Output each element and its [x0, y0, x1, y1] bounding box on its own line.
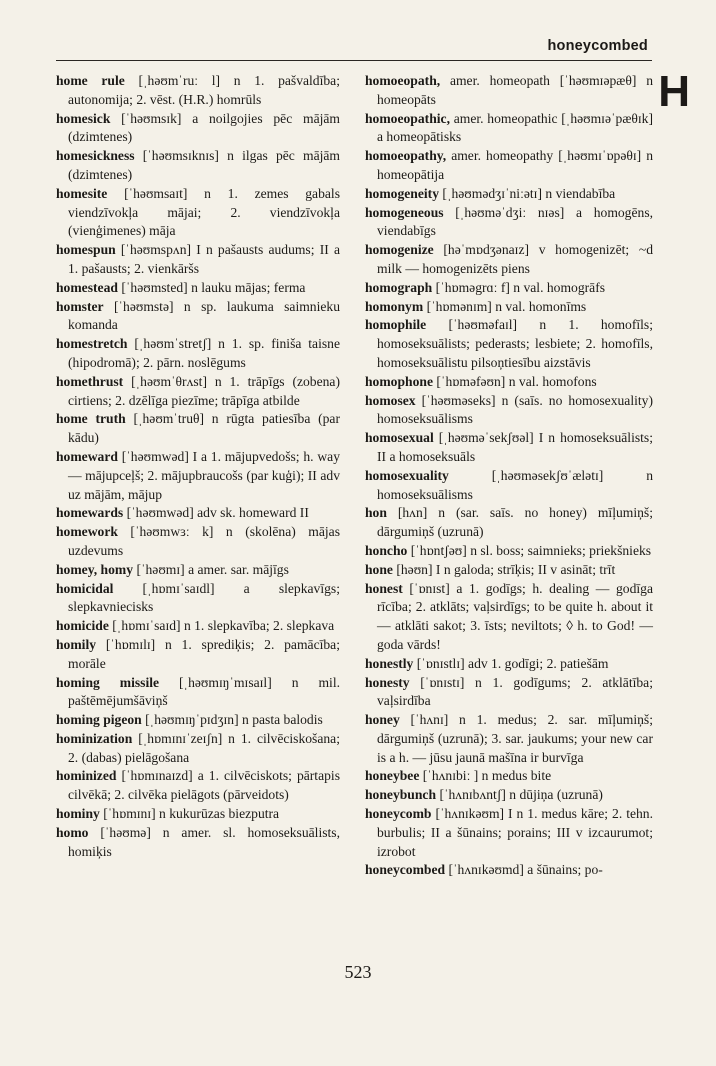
header-rule	[56, 60, 652, 61]
entry-headword: homogeneous	[365, 204, 444, 220]
dictionary-entry	[56, 448, 340, 504]
entry-headword: honey	[365, 712, 400, 728]
entry-definition: [ˌhɒmɪˈsaɪd] n 1. slepkavība; 2. slepkava	[112, 618, 335, 634]
entry-headword: honestly	[365, 655, 414, 671]
dictionary-entry	[56, 110, 340, 148]
entry-definition: [ˌhəʊmɪŋˈpɪdʒɪn] n pasta balodis	[145, 712, 323, 728]
entry-headword: homey, homy	[56, 561, 134, 577]
entry-headword: homework	[56, 524, 118, 540]
dictionary-entry	[56, 674, 340, 712]
dictionary-entry	[365, 279, 653, 298]
entry-definition: [ˌhəʊmədʒɪˈniːətɪ] n viendabība	[442, 185, 616, 201]
dictionary-entry	[56, 147, 340, 185]
dictionary-entry	[56, 373, 340, 411]
entry-definition: [ˌhəʊmɪŋˈmɪsaɪl] n mil. paštēmējumšāviņš	[68, 674, 340, 709]
entry-headword: homo	[56, 824, 89, 840]
entry-headword: homograph	[365, 279, 433, 295]
dictionary-entry	[365, 392, 653, 430]
entry-headword: honesty	[365, 674, 410, 690]
entry-headword: homicide	[56, 618, 109, 634]
entry-definition: [ˈhʌnɪbʌntʃ] n dūjiņa (uzrunā)	[439, 787, 603, 803]
dictionary-entry	[56, 523, 340, 561]
entry-headword: hon	[365, 505, 387, 521]
dictionary-entry	[365, 805, 653, 861]
entry-headword: hominized	[56, 768, 117, 784]
left-column	[56, 72, 340, 861]
entry-definition: [ˈhɒmɪlɪ] n 1. sprediķis; 2. pamācība; morāle	[68, 636, 340, 671]
entry-headword: homonym	[365, 298, 424, 314]
entry-headword: honcho	[365, 542, 408, 558]
entry-headword: homosex	[365, 392, 416, 408]
dictionary-entry	[56, 298, 340, 336]
entry-definition: [ˈhɒmɪnaɪzd] a 1. cilvēciskots; pārtapis cilvēkā; 2. cilvēka pielāgots (pārveidots)	[68, 768, 340, 803]
entry-headword: honest	[365, 580, 403, 596]
dictionary-entry	[56, 711, 340, 730]
entry-definition: amer. homeopathic [ˌhəʊmɪəˈpæθɪk] a homeopātisks	[377, 110, 653, 145]
entry-headword: honeycomb	[365, 806, 432, 822]
entry-definition: [ˈɒnɪstɪ] n 1. godīgums; 2. atklātība; vaļsirdība	[377, 674, 653, 709]
entry-headword: homoeopathy,	[365, 148, 447, 164]
dictionary-entry	[365, 786, 653, 805]
entry-definition: [ˌhəʊməˈsekʃʊəl] I n homoseksuālists; II a homoseksuāls	[377, 430, 653, 464]
dictionary-entry	[56, 617, 340, 636]
entry-definition: [ˈhəʊmsɪknɪs] n ilgas pēc mājām (dzimtenes)	[68, 148, 340, 182]
entry-definition: [ˌhɒmɪˈsaɪdl] a slepkavīgs; slepkavniecisks	[68, 580, 340, 615]
entry-definition: [ˈhəʊmspʌn] I n pašausts audums; II a 1. pašausts; 2. vienkāršs	[68, 242, 340, 276]
dictionary-entry	[365, 711, 653, 767]
entry-headword: homing pigeon	[56, 712, 142, 728]
entry-definition: [ˈhəʊmsaɪt] n 1. zemes gabals viendzīvokļa mājai; 2. viendzīvokļa (vienģimenes) māja	[68, 185, 340, 239]
dictionary-entry	[56, 335, 340, 373]
dictionary-entry	[365, 204, 653, 242]
dictionary-entry	[56, 580, 340, 618]
entry-headword: homesickness	[56, 148, 135, 164]
entry-definition: [ˌhəʊmˈθrʌst] n 1. trāpīgs (zobena) cirtiens; 2. dzēlīga piezīme; trāpīga atbilde	[68, 373, 340, 408]
entry-definition: [ˌhəʊmˈruː l] n 1. pašvaldība; autonomija; 2. vēst. (H.R.) homrūls	[68, 73, 340, 107]
dictionary-entry	[365, 72, 653, 110]
entry-definition: [ˌhəʊmˈtruθ] n rūgta patiesība (par kādu)	[68, 411, 340, 446]
entry-definition: [ˈhʌnɪbiː ] n medus bite	[422, 768, 552, 784]
dictionary-entry	[365, 185, 653, 204]
entry-headword: homethrust	[56, 373, 124, 389]
entry-headword: homeward	[56, 448, 118, 464]
entry-headword: homily	[56, 636, 97, 652]
dictionary-entry	[365, 767, 653, 786]
entry-definition: [ˈɒnɪst] a 1. godīgs; h. dealing — godīga rīcība; 2. atklāts; vaļsirdīgs; to be quite h. about it — atklāti sakot; 3. īsts; neviltots; ◊ h. to God! — goda vārds!	[377, 580, 653, 652]
entry-headword: homewards	[56, 505, 124, 521]
dictionary-entry	[56, 824, 340, 862]
entry-definition: [həˈmɒdʒənaɪz] v homogenizēt; ~d milk — homogenizēts piens	[377, 242, 653, 276]
entry-definition: [ˌhɒmɪnɪˈzeɪʃn] n 1. cilvēciskošana; 2. (dabas) pielāgošana	[68, 730, 340, 765]
entry-definition: amer. homeopath [ˈhəʊmɪəpæθ] n homeopāts	[377, 73, 653, 107]
dictionary-entry	[365, 316, 653, 372]
entry-definition: [ˈhəʊmɪ] a amer. sar. mājīgs	[136, 561, 289, 577]
entry-headword: home truth	[56, 411, 126, 427]
dictionary-entry	[365, 373, 653, 392]
entry-headword: hominization	[56, 730, 133, 746]
entry-headword: homesick	[56, 110, 111, 126]
entry-definition: [ˈhɒməfəʊn] n val. homofons	[436, 373, 597, 389]
entry-definition: [ˈɒnɪstlɪ] adv 1. godīgi; 2. patiešām	[416, 655, 609, 671]
dictionary-entry	[365, 504, 653, 542]
entry-definition: [ˈhɒmɪnɪ] n kukurūzas biezputra	[103, 806, 280, 822]
entry-headword: homophile	[365, 317, 427, 333]
right-column	[365, 72, 653, 880]
dictionary-entry	[365, 861, 653, 880]
entry-headword: homestretch	[56, 336, 128, 352]
entry-definition: [ˈhʌnɪ] n 1. medus; 2. sar. mīļumiņš; dārgumiņš (uzrunā); 3. sar. jaukums; your new car is a h. — jūsu jaunā mašīna ir burvīga	[377, 712, 653, 765]
entry-headword: hone	[365, 561, 393, 577]
entry-headword: honeycombed	[365, 862, 446, 878]
entry-definition: [həʊn] I n galoda; strīķis; II v asināt; trīt	[396, 561, 616, 577]
entry-definition: [ˈhəʊmwɜː k] n (skolēna) mājas uzdevums	[68, 524, 340, 558]
dictionary-entry	[365, 467, 653, 505]
entry-definition: [ˈhʌnɪkəʊmd] a šūnains; po-	[448, 862, 603, 878]
dictionary-entry	[365, 561, 653, 580]
entry-definition: [ˈhɒntʃəʊ] n sl. boss; saimnieks; priekšnieks	[410, 542, 652, 558]
entry-headword: hominy	[56, 806, 100, 822]
dictionary-entry	[365, 241, 653, 279]
dictionary-entry	[365, 655, 653, 674]
entry-headword: homestead	[56, 279, 118, 295]
dictionary-entry	[56, 561, 340, 580]
entry-definition: [ˌhəʊməˈdʒiː nɪəs] a homogēns, viendabīgs	[377, 204, 654, 239]
dictionary-entry	[56, 805, 340, 824]
dictionary-entry	[365, 542, 653, 561]
entry-definition: [ˈhɒməgrɑː f] n val. homogrāfs	[435, 279, 606, 295]
dictionary-entry	[365, 429, 653, 467]
entry-definition: [hʌn] n (sar. saīs. no honey) mīļumiņš; dārgumiņš (uzrunā)	[377, 505, 653, 540]
entry-headword: homster	[56, 298, 104, 314]
entry-definition: [ˌhəʊmˈstretʃ] n 1. sp. finiša taisne (hipodromā); 2. pārn. noslēgums	[68, 336, 340, 370]
dictionary-entry	[56, 72, 340, 110]
entry-headword: homoeopathic,	[365, 110, 450, 126]
dictionary-entry	[56, 730, 340, 768]
entry-definition: [ˈhəʊmsted] n lauku mājas; ferma	[121, 279, 306, 295]
dictionary-entry	[365, 674, 653, 712]
entry-definition: [ˈhəʊməfaɪl] n 1. homofīls; homoseksuālists; pederasts; lesbiete; 2. homofīls, homoseksuālistu pilsoņtiesību aizstāvis	[377, 317, 653, 370]
dictionary-entry	[56, 241, 340, 279]
entry-headword: homesite	[56, 185, 108, 201]
dictionary-entry	[365, 147, 653, 185]
dictionary-entry	[56, 504, 340, 523]
entry-headword: honeybee	[365, 768, 420, 784]
entry-definition: [ˈhəʊmsɪk] a noilgojies pēc mājām (dzimtenes)	[68, 110, 340, 145]
entry-headword: homoeopath,	[365, 73, 441, 88]
entry-headword: homing missile	[56, 674, 160, 690]
entry-headword: homicidal	[56, 580, 114, 596]
entry-headword: homogeneity	[365, 185, 440, 201]
entry-headword: homespun	[56, 242, 116, 258]
entry-definition: amer. homeopathy [ˌhəʊmɪˈɒpəθɪ] n homeopātija	[377, 148, 653, 182]
entry-definition: [ˈhʌnɪkəʊm] I n 1. medus kāre; 2. tehn. burbulis; II a šūnains; porains; III v izcaurumot; izrobot	[377, 806, 653, 859]
entry-headword: homosexuality	[365, 467, 449, 483]
entry-headword: home rule	[56, 73, 125, 88]
entry-headword: honeybunch	[365, 787, 437, 803]
dictionary-entry	[56, 636, 340, 674]
entry-definition: [ˈhəʊmstə] n sp. laukuma saimnieku komanda	[68, 298, 340, 333]
entry-definition: [ˌhəʊməsekʃʊˈælətɪ] n homoseksuālisms	[377, 467, 653, 502]
entry-headword: homophone	[365, 373, 433, 389]
dictionary-entry	[365, 298, 653, 317]
dictionary-entry	[56, 185, 340, 241]
entry-definition: [ˈhɒmənɪm] n val. homonīms	[426, 298, 587, 314]
thumb-index-letter: H	[658, 67, 690, 116]
dictionary-entry	[365, 110, 653, 148]
running-head: honeycombed	[547, 38, 648, 54]
entry-definition: [ˈhəʊmwəd] adv sk. homeward II	[126, 505, 309, 521]
dictionary-entry	[56, 767, 340, 805]
dictionary-entry	[365, 580, 653, 655]
entry-definition: [ˈhəʊməseks] n (saīs. no homosexuality) homoseksuālisms	[377, 392, 653, 427]
page-number: 523	[344, 962, 372, 982]
dictionary-entry	[56, 410, 340, 448]
entry-definition: [ˈhəʊmwəd] I a 1. mājupvedošs; h. way — mājupceļš; 2. mājupbraucošs (par kuģi); II adv uz mājām, mājup	[68, 448, 341, 502]
dictionary-entry	[56, 279, 340, 298]
entry-headword: homogenize	[365, 242, 434, 258]
entry-headword: homosexual	[365, 430, 434, 446]
entry-definition: [ˈhəʊmə] n amer. sl. homoseksuālists, homiķis	[68, 824, 340, 859]
